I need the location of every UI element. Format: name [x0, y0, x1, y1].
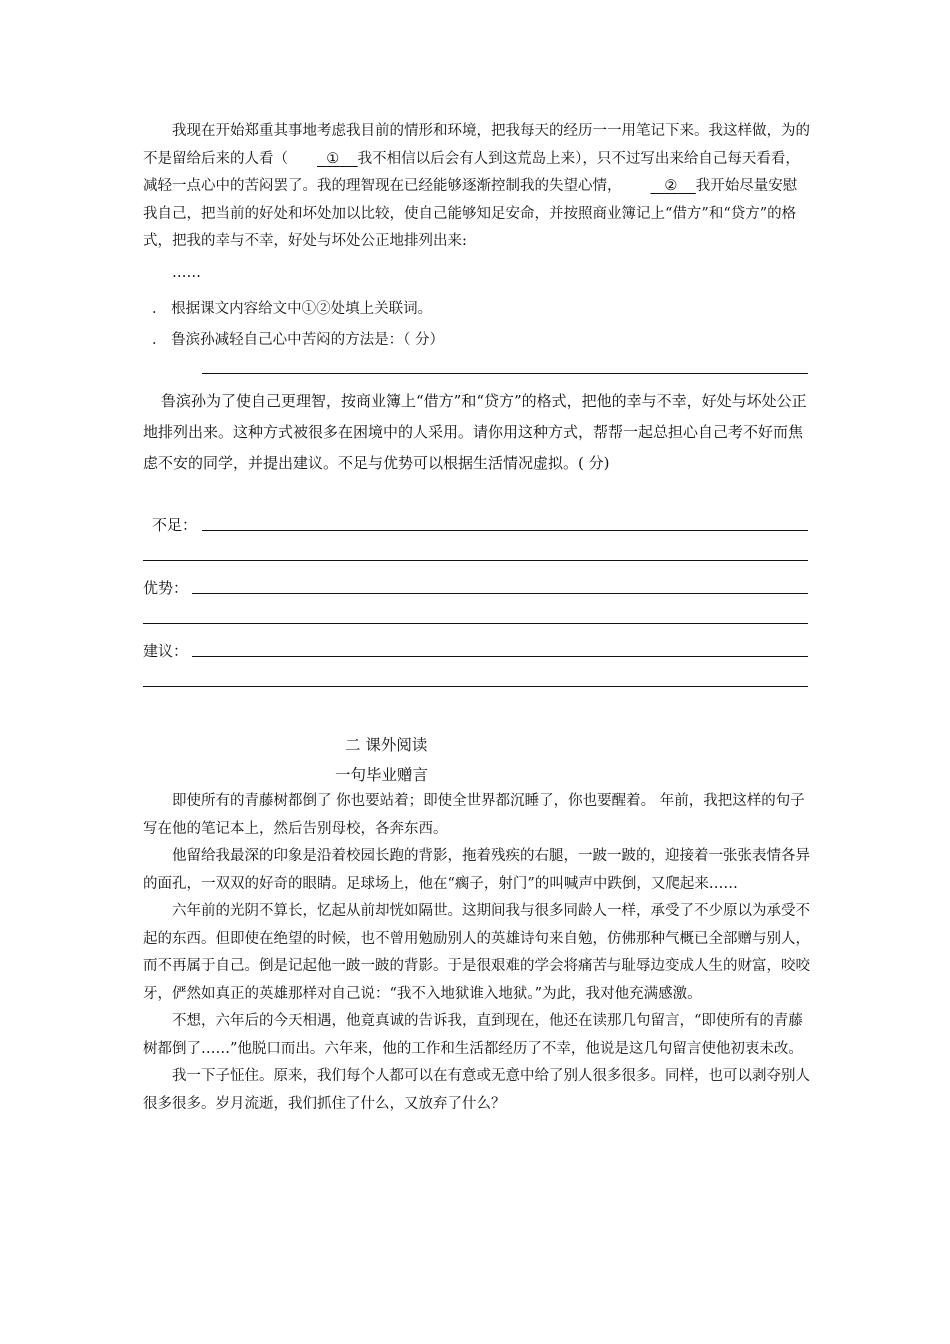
passage-ellipsis: ……: [172, 264, 201, 281]
section-heading: 二 课外阅读: [345, 736, 428, 754]
answer-line-advantage-1[interactable]: [192, 593, 808, 594]
answer-line-suggestion-1[interactable]: [192, 656, 808, 657]
answer-line-shortcoming-2[interactable]: [143, 560, 808, 561]
label-shortcoming: 不足：: [152, 516, 198, 534]
label-advantage: 优势：: [143, 579, 189, 597]
article-paragraph: 我一下子怔住。原来，我们每个人都可以在有意或无意中给了别人很多很多。同样，也可以剥夺别人很多很多。岁月流逝，我们抓住了什么，又放弃了什么？: [143, 1068, 810, 1112]
article-paragraph: 即使所有的青藤树都倒了 你也要站着；即使全世界都沉睡了，你也要醒着。 年前，我把这样的句子写在他的笔记本上，然后告别母校，各奔东西。: [143, 793, 805, 837]
answer-line-q2[interactable]: [202, 373, 808, 374]
label-suggestion: 建议：: [143, 642, 189, 660]
task-prompt: 鲁滨孙为了使自己更理智，按商业簿上“借方”和“贷方”的格式，把他的幸与不幸，好处与坏处公正地排列出来。这种方式被很多在困境中的人采用。请你用这种方式，帮帮一起总担心自己考不好而焦虑不安的同学，并提出建议。不足与优势可以根据生活情况虚拟。( 分): [143, 392, 807, 472]
article-paragraph: 不想，六年后的今天相遇，他竟真诚的告诉我，直到现在，他还在读那几句留言，“即使所有的青藤树都倒了……”他脱口而出。六年来，他的工作和生活都经历了不幸，他说是这几句留言使他初衷未改。: [143, 1013, 803, 1057]
article-body: [143, 788, 810, 1118]
blank-2[interactable]: ②: [664, 178, 678, 195]
article-paragraph: 六年前的光阴不算长，忆起从前却恍如隔世。这期间我与很多同龄人一样，承受了不少原以为承受不起的东西。但即使在绝望的时候，也不曾用勉励别人的英雄诗句来自勉，仿佛那种气概已全部赠与别人，而不再属于自己。倒是记起他一跛一跛的背影。于是很艰难的学会将痛苦与耻辱边变成人生的财富，咬咬牙，俨然如真正的英雄那样对自己说：“我不入地狱谁入地狱。”为此，我对他充满感激。: [143, 903, 810, 1002]
passage-text-1: 我现在开始郑重其事地考虑我目前的情形和环境，把我每天的经历一一用笔记下来。我这样做，为的不是留给后来的人看（: [143, 123, 810, 167]
article-title: 一句毕业赠言: [335, 766, 429, 784]
answer-line-shortcoming-1[interactable]: [202, 530, 808, 531]
article-paragraph: 他留给我最深的印象是沿着校园长跑的背影，拖着残疾的右腿，一跛一跛的，迎接着一张张表情各异的面孔，一双双的好奇的眼睛。足球场上，他在“瘸子，射门”的叫喊声中跌倒，又爬起来……: [143, 848, 810, 892]
passage-text-3: 我开始尽量安慰我自己，把当前的好处和坏处加以比较，使自己能够知足安命，并按照商业簿记上“借方”和“贷方”的格式，把我的幸与不幸，好处与坏处公正地排列出来:: [143, 178, 798, 250]
blank-1[interactable]: ①: [326, 150, 340, 167]
answer-line-advantage-2[interactable]: [143, 623, 808, 624]
passage-text-2: 我不相信以后会有人到这荒岛上来），只不过写出来给自己每天看看，减轻一点心中的苦闷罢了。我的理智现在已经能够逐渐控制我的失望心情，: [143, 150, 800, 195]
question-1: ． 根据课文内容给文中①②处填上关联词。: [152, 301, 433, 317]
passage-excerpt: [143, 118, 810, 288]
question-2: ． 鲁滨孙减轻自己心中苦闷的方法是：（ 分）: [152, 332, 444, 348]
passage-paragraph: [143, 118, 810, 256]
answer-line-suggestion-2[interactable]: [143, 686, 808, 687]
